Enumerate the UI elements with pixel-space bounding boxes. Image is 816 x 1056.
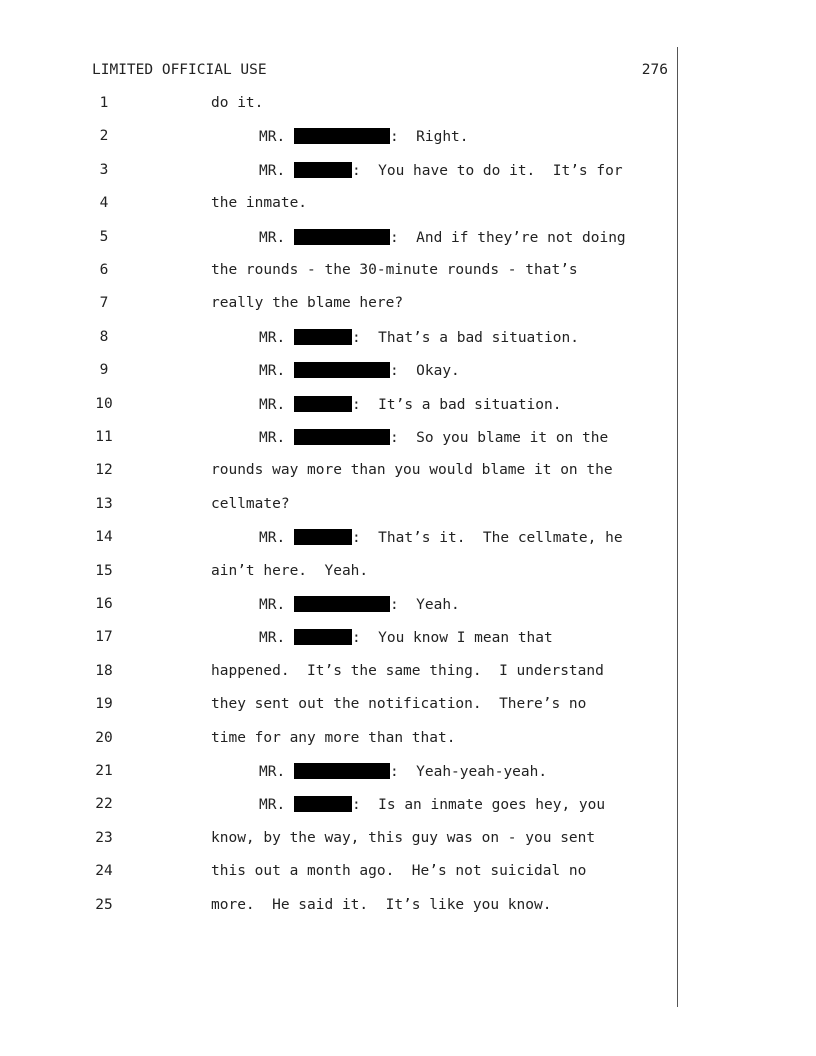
- transcript-line: [0, 396, 700, 416]
- transcript-line: [0, 897, 700, 917]
- line-number: 23: [95, 829, 113, 846]
- speaker-line: MR. : That’s it. The cellmate, he: [259, 530, 623, 547]
- speech-text: Right.: [416, 129, 469, 146]
- transcript-line: [0, 195, 700, 215]
- transcript-line: [0, 329, 700, 349]
- continuation-text: cellmate?: [211, 495, 290, 512]
- transcript-line: [0, 830, 700, 850]
- line-number: 21: [95, 763, 113, 779]
- transcript-line: [0, 95, 700, 115]
- line-number: 4: [99, 195, 109, 212]
- line-number: 15: [95, 562, 113, 579]
- transcript-line: [0, 663, 700, 683]
- speaker-prefix: MR.: [259, 129, 286, 146]
- redaction-box: [294, 596, 390, 612]
- redaction-box: [294, 763, 390, 779]
- redaction-box: [294, 329, 352, 345]
- transcript-line: [0, 262, 700, 282]
- speech-text: It’s a bad situation.: [378, 396, 562, 413]
- speaker-line: MR. : Yeah-yeah-yeah.: [259, 764, 548, 780]
- speaker-line: MR. : You know I mean that: [259, 630, 553, 647]
- speaker-line: MR. : Is an inmate goes hey, you: [259, 797, 606, 814]
- transcript-line: [0, 429, 700, 449]
- speaker-prefix: MR.: [259, 797, 286, 814]
- speaker-prefix: MR.: [259, 363, 286, 380]
- speaker-line: MR. : Okay.: [259, 363, 460, 380]
- continuation-text: do it.: [211, 95, 264, 111]
- line-number: 1: [99, 95, 109, 111]
- transcript-line: [0, 496, 700, 516]
- transcript-line: [0, 563, 700, 583]
- redaction-box: [294, 629, 352, 645]
- speaker-prefix: MR.: [259, 764, 286, 780]
- speech-text: Okay.: [416, 363, 460, 380]
- continuation-text: happened. It’s the same thing. I understand: [211, 662, 604, 679]
- continuation-text: ain’t here. Yeah.: [211, 562, 369, 579]
- page-header: [92, 62, 668, 80]
- speaker-prefix: MR.: [259, 430, 286, 446]
- redaction-box: [294, 362, 390, 378]
- line-number: 3: [99, 161, 109, 178]
- speaker-prefix: MR.: [259, 630, 286, 647]
- speaker-prefix: MR.: [259, 530, 286, 547]
- line-number: 9: [99, 362, 109, 379]
- transcript-line: [0, 529, 700, 549]
- line-number: 10: [95, 395, 113, 412]
- transcript-line: [0, 229, 700, 249]
- line-number: 14: [95, 529, 113, 546]
- speaker-prefix: MR.: [259, 396, 286, 413]
- speaker-line: MR. : You have to do it. It’s for: [259, 162, 623, 179]
- line-number: 25: [95, 896, 113, 913]
- speech-text: That’s it. The cellmate, he: [378, 530, 623, 547]
- transcript-line: [0, 863, 700, 883]
- speech-text: Yeah.: [416, 597, 460, 613]
- speaker-line: MR. : That’s a bad situation.: [259, 329, 579, 346]
- line-number: 6: [99, 262, 109, 278]
- speech-text: You know I mean that: [378, 630, 553, 647]
- transcript-line: [0, 362, 700, 382]
- redaction-box: [294, 162, 352, 178]
- line-number: 17: [95, 629, 113, 646]
- line-number: 12: [95, 462, 113, 479]
- speech-text: And if they’re not doing: [416, 229, 626, 246]
- transcript-line: [0, 128, 700, 148]
- transcript-line: [0, 162, 700, 182]
- speech-text: Is an inmate goes hey, you: [378, 797, 606, 814]
- line-number: 20: [95, 729, 113, 746]
- continuation-text: more. He said it. It’s like you know.: [211, 896, 552, 913]
- speech-text: So you blame it on the: [416, 430, 609, 446]
- speaker-prefix: MR.: [259, 162, 286, 179]
- page-number: 276: [641, 62, 668, 78]
- line-number: 13: [95, 495, 113, 512]
- line-number: 8: [99, 328, 109, 345]
- line-number: 2: [99, 128, 109, 145]
- line-number: 11: [95, 429, 113, 445]
- redaction-box: [294, 128, 390, 144]
- continuation-text: rounds way more than you would blame it on the: [211, 462, 613, 479]
- transcript-line: [0, 295, 700, 315]
- line-number: 24: [95, 863, 113, 880]
- redaction-box: [294, 429, 390, 445]
- line-number: 7: [99, 295, 109, 312]
- speaker-prefix: MR.: [259, 597, 286, 613]
- continuation-text: this out a month ago. He’s not suicidal no: [211, 863, 587, 880]
- continuation-text: they sent out the notification. There’s no: [211, 696, 587, 713]
- transcript-line: [0, 629, 700, 649]
- speaker-prefix: MR.: [259, 329, 286, 346]
- line-number: 18: [95, 662, 113, 679]
- speaker-line: MR. : It’s a bad situation.: [259, 396, 562, 413]
- line-number: 5: [99, 228, 109, 245]
- continuation-text: the rounds - the 30-minute rounds - that’s: [211, 262, 578, 278]
- transcript-line: [0, 763, 700, 783]
- transcript-line: [0, 596, 700, 616]
- transcript-line: [0, 796, 700, 816]
- continuation-text: the inmate.: [211, 195, 308, 212]
- transcript-line: [0, 696, 700, 716]
- speaker-line: MR. : And if they’re not doing: [259, 229, 626, 246]
- speech-text: You have to do it. It’s for: [378, 162, 623, 179]
- speaker-line: MR. : Right.: [259, 129, 469, 146]
- line-number: 19: [95, 696, 113, 713]
- continuation-text: really the blame here?: [211, 295, 404, 312]
- redaction-box: [294, 529, 352, 545]
- redaction-box: [294, 396, 352, 412]
- transcript-line: [0, 462, 700, 482]
- redaction-box: [294, 229, 390, 245]
- speaker-line: MR. : Yeah.: [259, 597, 460, 613]
- continuation-text: time for any more than that.: [211, 729, 456, 746]
- speech-text: Yeah-yeah-yeah.: [416, 764, 548, 780]
- line-number: 16: [95, 596, 113, 612]
- transcript-line: [0, 730, 700, 750]
- line-number: 22: [95, 796, 113, 813]
- continuation-text: know, by the way, this guy was on - you sent: [211, 829, 596, 846]
- classification-marking: LIMITED OFFICIAL USE: [92, 62, 267, 78]
- speaker-prefix: MR.: [259, 229, 286, 246]
- speaker-line: MR. : So you blame it on the: [259, 430, 609, 446]
- redaction-box: [294, 796, 352, 812]
- speech-text: That’s a bad situation.: [378, 329, 579, 346]
